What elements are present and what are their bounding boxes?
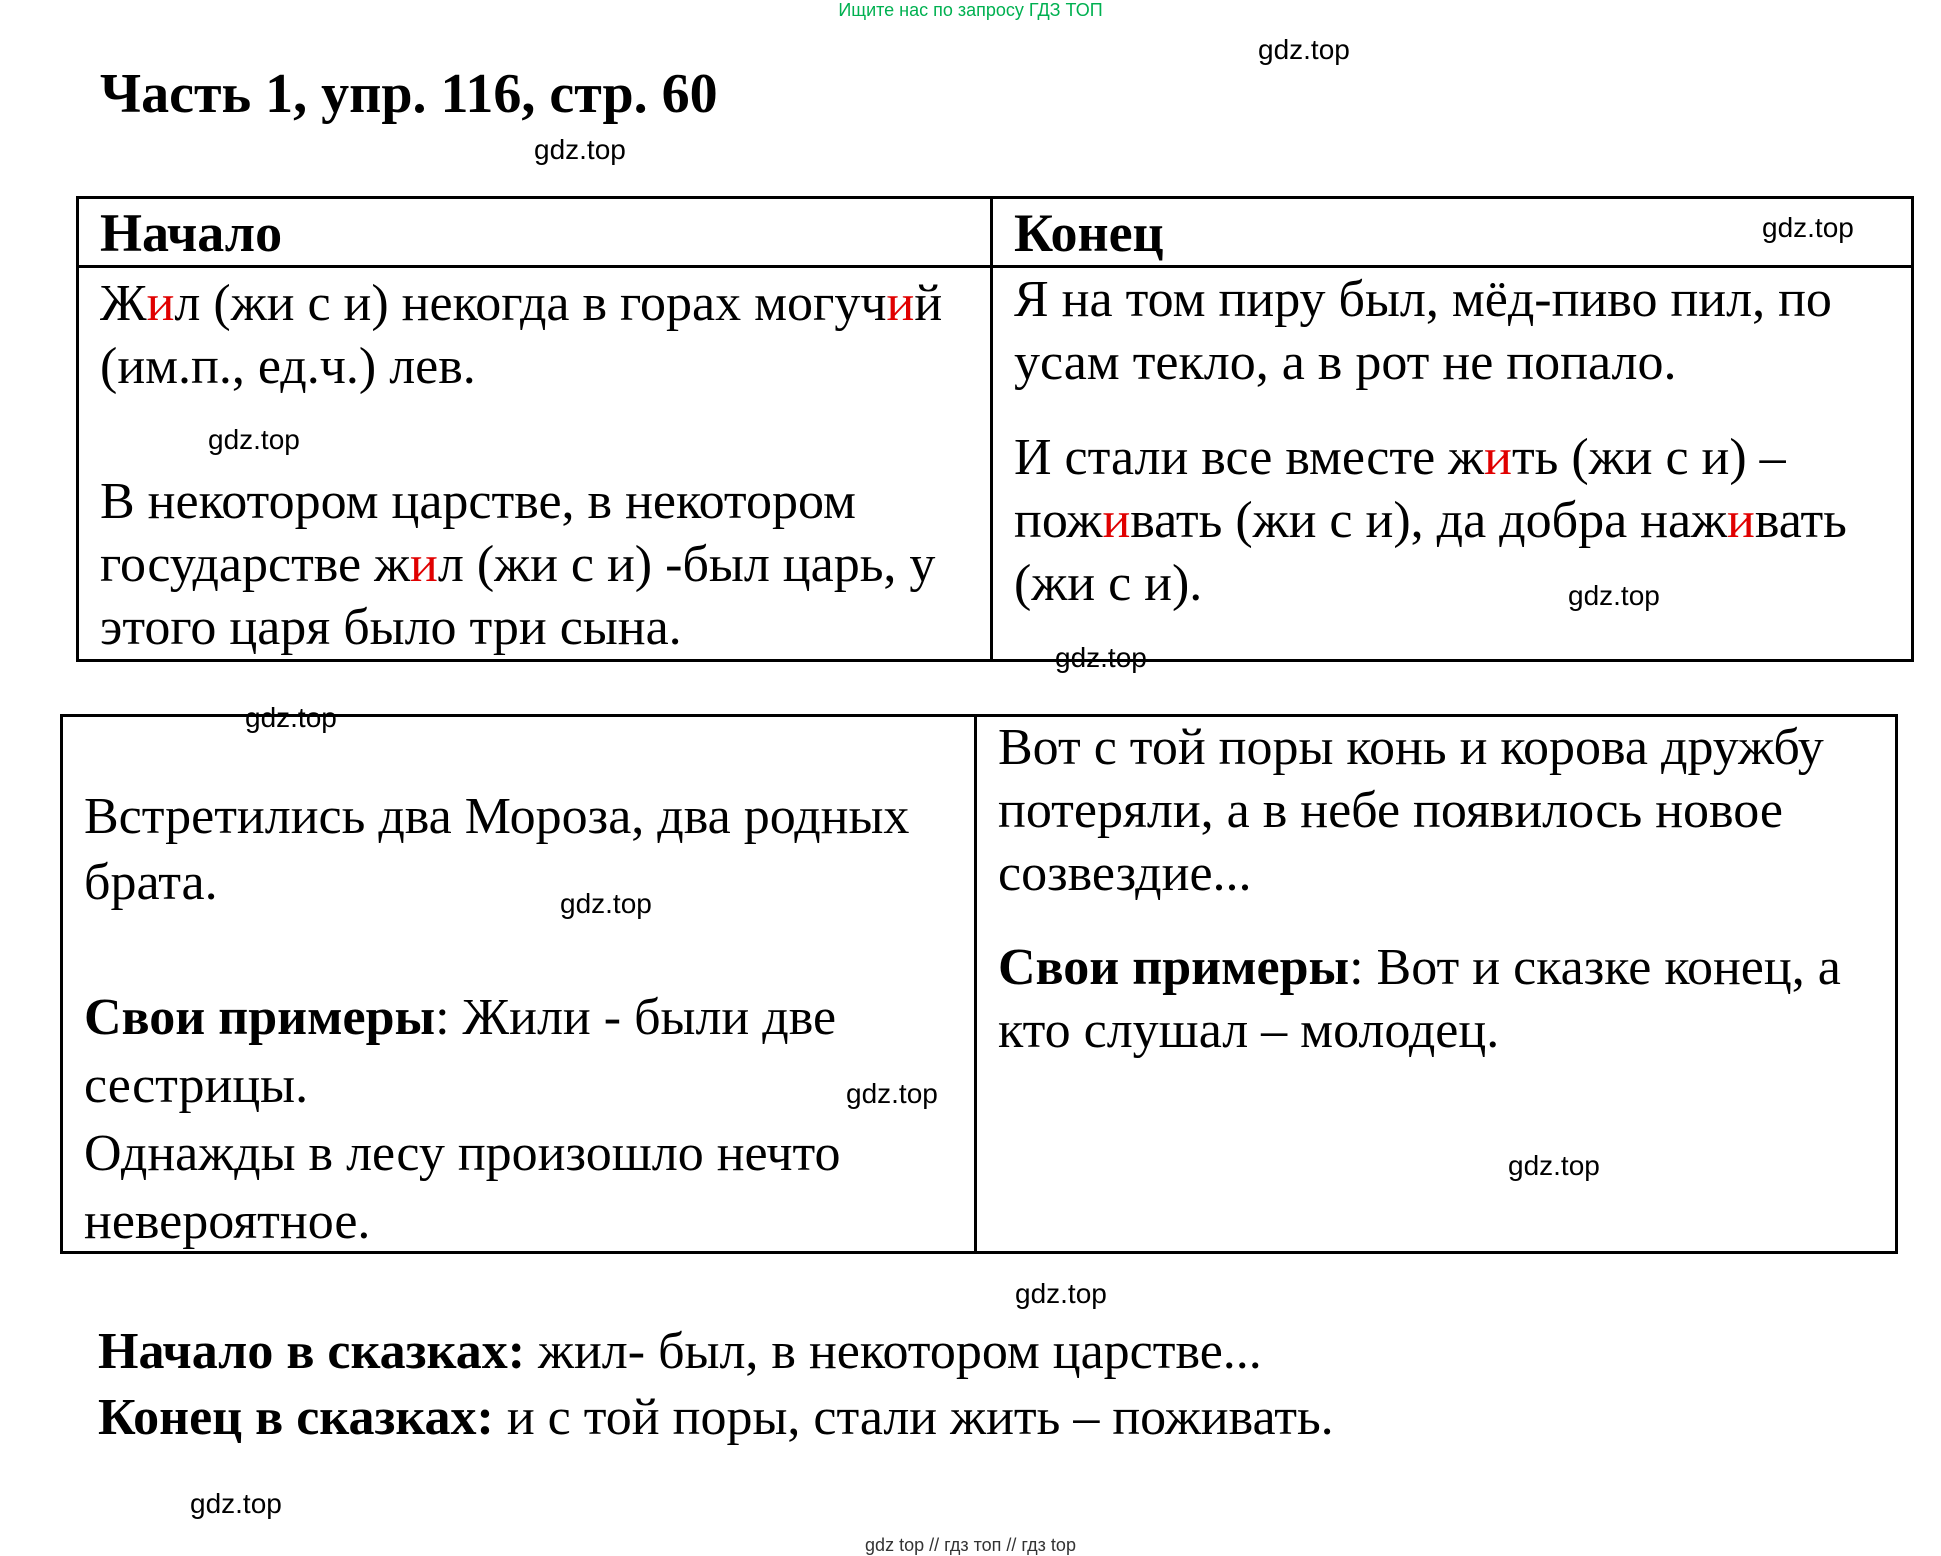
table-1-start-paragraph-2: В некотором царстве, в некотором государстве жил (жи с и) -был царь, у этого царя было три сына. [100,473,936,656]
watermark: gdz.top [208,424,300,455]
table-1-end-paragraph-2: И стали все вместе жить (жи с и) –поживать (жи с и), да добра наживать (жи с и). [1014,429,1847,612]
watermark: gdz.top [1568,580,1660,611]
watermark: gdz.top [1015,1278,1107,1309]
table-1-end-paragraph-1: Я на том пиру был, мёд-пиво пил, по усам текло, а в рот не попало. [1014,271,1832,391]
watermark: gdz.top [1258,34,1350,65]
table-1-header-end: Конец [1014,203,1164,263]
watermark: gdz.top [560,888,652,919]
table-1-header-start: Начало [100,203,283,263]
table-1-start-paragraph-1: Жил (жи с и) некогда в горах могучий (им.п., ед.ч.) лев. [100,275,943,395]
watermark: gdz.top [534,134,626,165]
table-2-end-paragraph-2: Свои примеры: Вот и сказке конец, а кто слушал – молодец. [998,939,1841,1059]
summary-end: Конец в сказках: и с той поры, стали жить – поживать. [98,1389,1334,1446]
search-hint: Ищите нас по запросу ГДЗ ТОП [838,0,1103,20]
watermark: gdz.top [846,1078,938,1109]
table-2-column-divider [974,714,977,1254]
page-title: Часть 1, упр. 116, стр. 60 [100,63,718,125]
watermark: gdz.top [1055,642,1147,673]
table-2-start-paragraph-3: Однажды в лесу произошло нечто невероятное. [84,1125,841,1250]
watermark: gdz.top [1508,1150,1600,1181]
table-1-column-divider [990,196,993,662]
table-2-end-paragraph-1: Вот с той поры конь и корова дружбу потеряли, а в небе появилось новое созвездие... [998,719,1824,902]
watermark: gdz.top [190,1488,282,1519]
table-2-start-paragraph-2: Свои примеры: Жили - были две сестрицы. [84,989,837,1114]
watermark: gdz.top [245,702,337,733]
footer: gdz top // гдз топ // гдз top [865,1535,1076,1555]
summary-start: Начало в сказках: жил- был, в некотором царстве... [98,1323,1262,1380]
watermark: gdz.top [1762,212,1854,243]
table-2-start-paragraph-1: Встретились два Мороза, два родных брата. [84,788,910,911]
